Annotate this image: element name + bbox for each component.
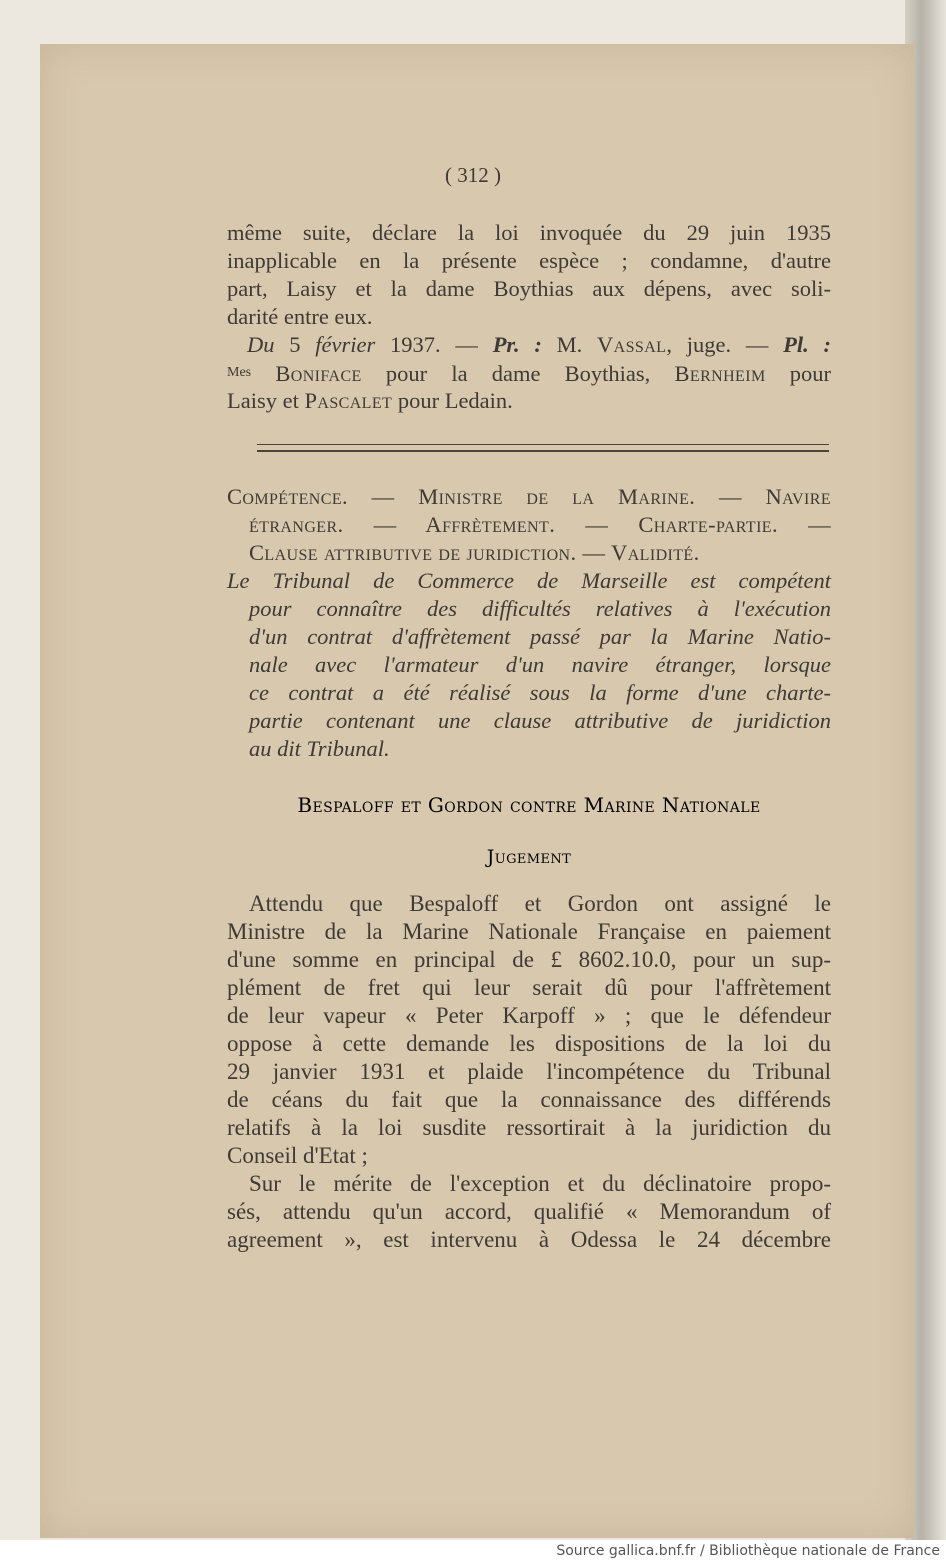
headnote-summary-line: nale avec l'armateur d'un navire étranger, lorsque [249,652,831,677]
source-credit: Source gallica.bnf.fr / Bibliothèque nationale de France [556,1543,940,1559]
headnote-summary-line: partie contenant une clause attributive de juridiction [249,708,831,733]
citation-du: Du [247,332,275,357]
lawyer-name: Boniface [275,361,362,386]
text-line: darité entre eux. [227,304,373,329]
lawyer-client: pour [789,361,832,386]
citation-pl-label: Pl. : [783,332,831,357]
text-line: de céans du fait que la connaissance des différends [227,1087,831,1112]
headnote-summary-line: au dit Tribunal. [249,736,390,761]
headnote-summary-line: Le Tribunal de Commerce de Marseille est compétent [227,568,831,593]
text-line: Conseil d'Etat ; [227,1143,368,1168]
separator-rule-bottom [257,450,829,452]
headnote-keyword: étranger. — Affrètement. — Charte-partie. — [249,512,831,537]
citation-pr-label: Pr. : [492,332,542,357]
text-line: Sur le mérite de l'exception et du déclinatoire propo- [249,1171,831,1196]
case-parties: Bespaloff et Gordon contre Marine Nationale [297,793,761,817]
lawyer-client: Laisy et [227,388,299,413]
judgement-paragraph [227,1170,831,1254]
text-line: plément de fret qui leur serait dû pour l'affrètement [227,975,831,1000]
citation-month: février [315,332,376,357]
text-line: de leur vapeur « Peter Karpoff » ; que le défendeur [227,1003,831,1028]
lawyer-name: Pascalet [304,388,393,413]
headnote-summary-line: ce contrat a été réalisé sous la forme d'une charte- [249,680,831,705]
text-line: 29 janvier 1931 et plaide l'incompétence du Tribunal [227,1059,831,1084]
text-line: sés, attendu qu'un accord, qualifié « Memorandum of [227,1199,831,1224]
text-line: agreement », est intervenu à Odessa le 24 décembre [227,1227,831,1252]
citation-day: 5 [289,332,301,357]
citation-mes: Mes [227,365,252,380]
text-line: même suite, déclare la loi invoquée du 29 juin 1935 [227,220,831,245]
judgement-paragraph [227,890,831,1170]
citation-lawyers [227,359,831,388]
citation [227,331,831,359]
citation-pr-role: , juge. — [666,332,769,357]
headnote-summary-line: pour connaître des difficultés relatives à l'exécution [249,596,831,621]
headnote-keyword: Clause attributive de juridiction. — Validité. [249,540,700,565]
text-line: d'une somme en principal de £ 8602.10.0, pour un sup- [227,947,831,972]
citation-year: 1937. — [390,332,478,357]
citation-pr-name: Vassal [597,332,667,357]
text-line: oppose à cette demande les dispositions de la loi du [227,1031,831,1056]
section-heading: Jugement [486,846,572,868]
citation-pr-prefix: M. [556,332,583,357]
headnote-keyword: Compétence. — Ministre de la Marine. — Navire [227,484,831,509]
lawyer-client: pour la dame Boythias, [385,361,651,386]
text-line: Attendu que Bespaloff et Gordon ont assigné le [249,891,831,916]
text-line: inapplicable en la présente espèce ; condamne, d'autre [227,248,831,273]
text-line: Ministre de la Marine Nationale Française en paiement [227,919,831,944]
citation-lawyers-2 [227,387,831,415]
lawyer-name: Bernheim [674,361,766,386]
separator-rule-top [257,444,829,445]
page-number: ( 312 ) [445,163,501,187]
text-line: part, Laisy et la dame Boythias aux dépens, avec soli- [227,276,831,301]
headnote-summary-line: d'un contrat d'affrètement passé par la Marine Natio- [249,624,831,649]
lawyer-client: pour Ledain. [397,388,513,413]
prev-case-text [227,219,831,331]
text-line: relatifs à la loi susdite ressortirait à la juridiction du [227,1115,831,1140]
